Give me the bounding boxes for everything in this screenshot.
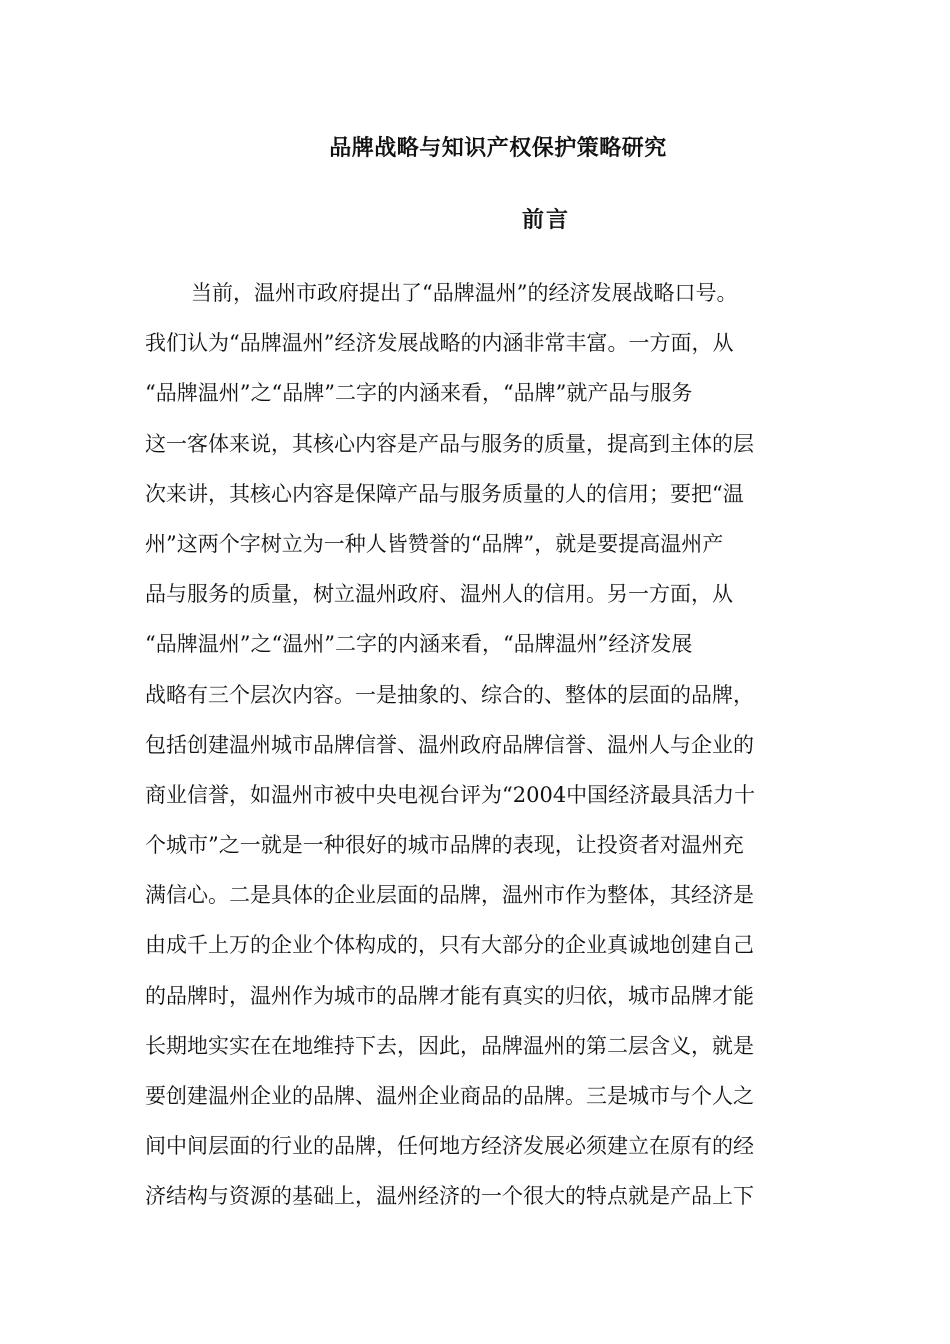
paragraph-line: 济结构与资源的基础上，温州经济的一个很大的特点就是产品上下 bbox=[145, 1184, 754, 1209]
paragraph-line: 品与服务的质量，树立温州政府、温州人的信用。另一方面，从 bbox=[145, 582, 733, 607]
body-paragraph bbox=[145, 268, 810, 1222]
paragraph-line: 商业信誉，如温州市被中央电视台评为“2004中国经济最具活力十 bbox=[145, 782, 756, 807]
paragraph-line: 当前，温州市政府提出了“品牌温州”的经济发展战略口号。 bbox=[191, 281, 738, 305]
paragraph-line: 战略有三个层次内容。一是抽象的、综合的、整体的层面的品牌， bbox=[145, 682, 754, 707]
paragraph-line: 我们认为“品牌温州”经济发展战略的内涵非常丰富。一方面，从 bbox=[145, 331, 734, 356]
paragraph-line: “品牌温州”之“品牌”二字的内涵来看，“品牌”就产品与服务 bbox=[145, 381, 693, 406]
document-title: 品牌战略与知识产权保护策略研究 bbox=[329, 135, 667, 161]
paragraph-line: 次来讲，其核心内容是保障产品与服务质量的人的信用；要把“温 bbox=[145, 481, 744, 506]
paragraph-line: 包括创建温州城市品牌信誉、温州政府品牌信誉、温州人与企业的 bbox=[145, 732, 754, 757]
paragraph-line: 长期地实实在在地维持下去，因此，品牌温州的第二层含义，就是 bbox=[145, 1033, 754, 1058]
paragraph-line: 这一客体来说，其核心内容是产品与服务的质量，提高到主体的层 bbox=[145, 431, 754, 456]
paragraph-line: 满信心。二是具体的企业层面的品牌，温州市作为整体，其经济是 bbox=[145, 883, 754, 908]
paragraph-line: 州”这两个字树立为一种人皆赞誉的“品牌”，就是要提高温州产 bbox=[145, 531, 724, 556]
paragraph-line: 要创建温州企业的品牌、温州企业商品的品牌。三是城市与个人之 bbox=[145, 1084, 754, 1108]
section-heading-preface: 前言 bbox=[521, 207, 570, 233]
paragraph-line: 个城市”之一就是一种很好的城市品牌的表现，让投资者对温州充 bbox=[145, 833, 744, 858]
paragraph-line: “品牌温州”之“温州”二字的内涵来看，“品牌温州”经济发展 bbox=[145, 632, 693, 657]
paragraph-line: 由成千上万的企业个体构成的，只有大部分的企业真诚地创建自己 bbox=[145, 933, 754, 958]
paragraph-line: 的品牌时，温州作为城市的品牌才能有真实的归依，城市品牌才能 bbox=[145, 983, 754, 1008]
paragraph-line: 间中间层面的行业的品牌，任何地方经济发展必须建立在原有的经 bbox=[145, 1134, 754, 1159]
